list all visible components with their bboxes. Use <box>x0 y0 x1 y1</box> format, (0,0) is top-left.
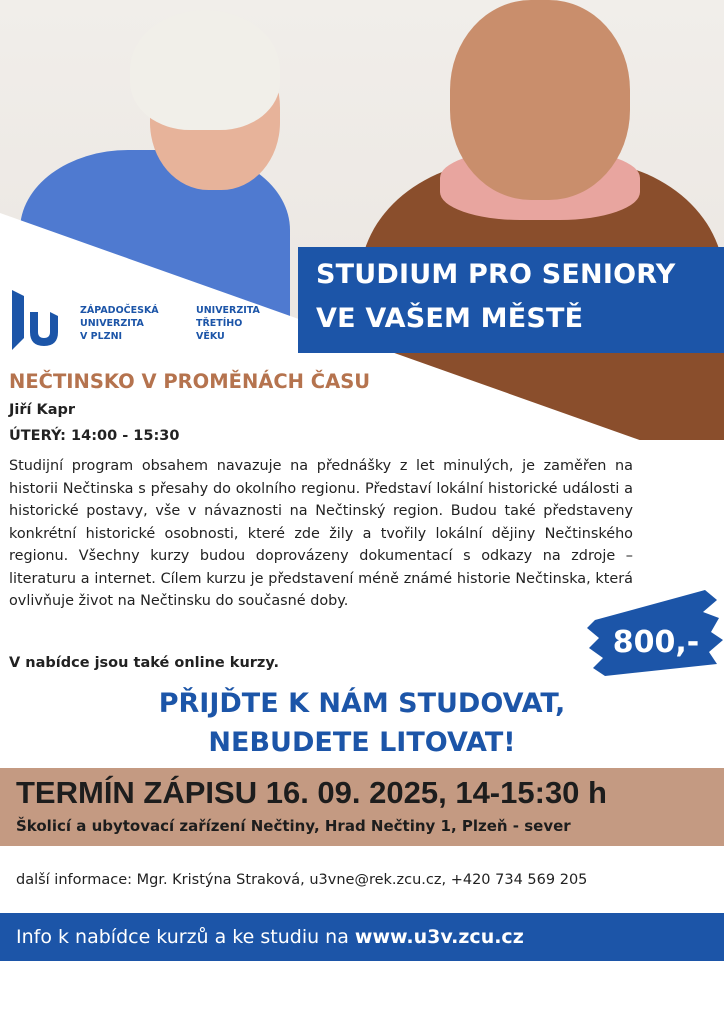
headline-line-2: VE VAŠEM MĚSTĚ <box>316 303 584 334</box>
university-name: ZÁPADOČESKÁ UNIVERZITA V PLZNI <box>80 305 159 342</box>
course-time: ÚTERÝ: 14:00 - 15:30 <box>9 428 180 444</box>
enrollment-bar <box>0 768 724 846</box>
lecturer-name: Jiří Kapr <box>9 402 76 418</box>
footer-bar <box>0 913 724 961</box>
headline-line-1: STUDIUM PRO SENIORY <box>316 259 676 290</box>
contact-info: další informace: Mgr. Kristýna Straková, u3vne@rek.zcu.cz, +420 734 569 205 <box>16 872 588 888</box>
headline-box <box>298 247 724 353</box>
footer-url-link[interactable]: www.u3v.zcu.cz <box>354 926 524 948</box>
price-label: 800,- <box>612 625 700 660</box>
university-logo <box>12 290 60 360</box>
online-note: V nabídce jsou také online kurzy. <box>9 655 279 671</box>
cta-line-2: NEBUDETE LITOVAT! <box>208 727 516 758</box>
u3v-name: UNIVERZITA TŘETÍHO VĚKU <box>196 305 260 342</box>
footer-text: Info k nabídce kurzů a ke studiu na www.u3v.zcu.cz <box>16 926 524 948</box>
cta-line-1: PŘIJĎTE K NÁM STUDOVAT, <box>158 688 566 719</box>
course-title: NEČTINSKO V PROMĚNÁCH ČASU <box>9 370 371 393</box>
course-description: Studijní program obsahem navazuje na přednášky z let minulých, je zaměřen na historii Nečtinska s přesahy do okolního regionu. Představí lokální historické události a historické postavy, vše v návaznosti na Nečtinský region. Budou také představeny konkrétní historické osobnosti, které zde žily a tvořily lokální dějiny Nečtinského regionu. Všechny kurzy budou doprovázeny dokumentací s odkazy na zdroje – literaturu a internet. Cílem kurzu je představení méně známé historie Nečtinska, která ovlivňuje život na Nečtinsku do současné doby. <box>9 458 633 609</box>
enrollment-term: TERMÍN ZÁPISU 16. 09. 2025, 14-15:30 h <box>16 775 607 810</box>
enrollment-place: Školicí a ubytovací zařízení Nečtiny, Hrad Nečtiny 1, Plzeň - sever <box>16 817 571 835</box>
zcu-logo-icon <box>12 290 60 356</box>
